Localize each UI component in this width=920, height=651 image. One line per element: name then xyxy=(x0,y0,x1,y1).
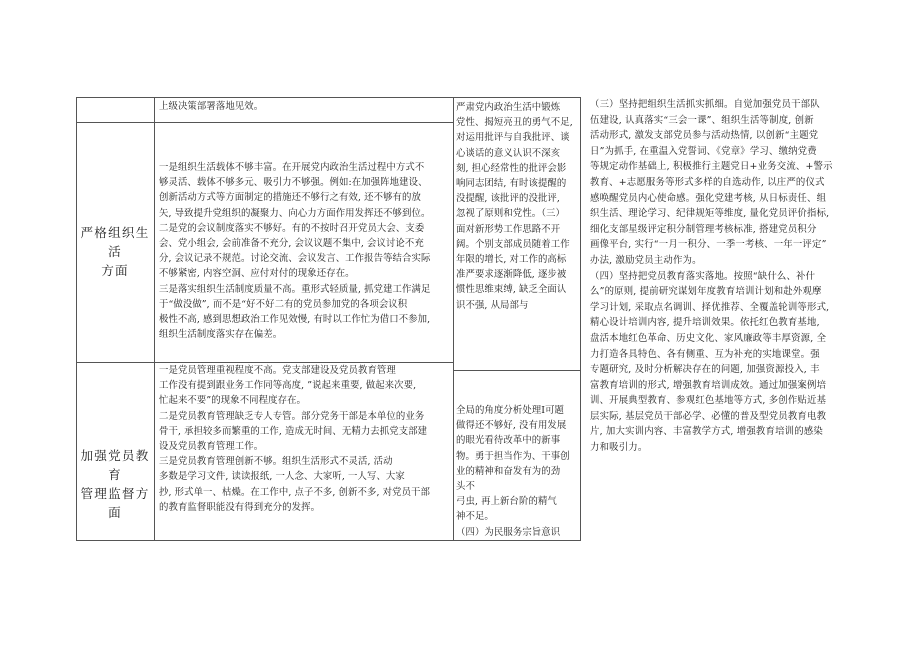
row-heading-line: 管理监督方面 xyxy=(80,486,150,520)
cell-line: 一是组织生活载体不够丰富。在开展党内政治生活过程中方式不 xyxy=(159,162,425,173)
body-line: 细化支部星级评定积分制管理考核标准, 搭建党员积分 xyxy=(590,223,817,235)
cell-line: 组织生活制度落实存在偏差。 xyxy=(159,329,283,341)
cell-line: 惯性思维束缚, 缺乏全面认 xyxy=(456,284,567,296)
cell-line: 于“做没做”, 而不是“好不好二有的党员参加党的各项会议积 xyxy=(159,298,408,310)
cell-line: 对运用批评与自我批评、谈 xyxy=(456,132,570,144)
cell-line: 忙起来不要”的现象不同程度存在。 xyxy=(159,395,307,407)
cell-line: （四）为民服务宗旨意识 xyxy=(456,526,561,538)
table-row-1-content xyxy=(159,99,449,114)
cell-line: 不够紧密, 内容空洞、应付对付的现象还存在。 xyxy=(159,268,355,280)
body-line: 层实际, 基层党员干部必学、必懂的普及型党员教育电教 xyxy=(590,410,827,422)
body-line: 日”为抓手, 在重温入党誓词、《党章》学习、缴纳党费 xyxy=(590,145,817,157)
cell-line: 刻, 担心经常性的批评会影 xyxy=(456,162,567,174)
cell-line: 全局的角度分析处理I可题 xyxy=(456,405,565,416)
cell-line: 面对新形势工作思路不开 xyxy=(456,223,561,235)
cell-line: 三是落实组织生活制度质量不高。重形式轻质量, 抓党建工作满足 xyxy=(159,283,431,295)
body-line: 活动形式, 激发支部党员参与活动热情, 以创新“主题党 xyxy=(590,130,819,142)
cell-line: 弓虫, 再上新台阶的精气 xyxy=(456,496,557,508)
body-line: （四）坚持把党员教育落实落地。按照“缺什么、补什 xyxy=(590,270,816,282)
document-table xyxy=(76,97,581,541)
row-heading-line: 加强党员教育 xyxy=(80,448,150,482)
cell-line: 准严要求逐渐降低, 逐步被 xyxy=(456,269,567,281)
cell-line: 心谈话的意义认识不深亥 xyxy=(456,147,561,159)
body-line: 画像平台, 实行“一月一积分、一季一考核、一年一评定” xyxy=(590,239,827,251)
body-line: 专题研究, 及时分析解决存在的问题, 加强资源投入, 丰 xyxy=(590,364,820,376)
row-heading-organizational-life xyxy=(76,223,154,280)
row-heading-party-member-education xyxy=(76,446,154,522)
cell-line: 抄, 形式单一、枯燥。在工作中, 点子不多, 创新不多, 对党员干部 xyxy=(159,486,430,498)
body-line: 伍建设, 认真落实“三会一课”、组织生活等制度, 创新 xyxy=(590,114,814,126)
cell-line: 创新活动方式等方面制定的措施还不够行之有效, 还不够有的放 xyxy=(159,192,421,204)
table-row-3-content xyxy=(159,363,451,515)
body-line: 织生活、理论学习、纪律规矩等维度, 量化党员评价指标, xyxy=(590,208,830,220)
row-heading-line: 严格组织生活 xyxy=(80,225,150,259)
cell-line: 响同志团结, 有时该提醒的 xyxy=(456,178,567,190)
right-column-body xyxy=(590,97,844,456)
table-border-top xyxy=(76,97,581,98)
cell-line: 分, 会议记录不规范。讨论交流、会议发言、工作报告等结合实际 xyxy=(159,253,431,265)
cell-line: 极性不高, 感到思想政治工作见效慢, 有时以工作忙为借口不参加, xyxy=(159,314,431,326)
cell-line: 二是党的会议制度落实不够好。有的不按时召开党员大会、支委 xyxy=(159,222,425,234)
body-line: 富教育培训的形式, 增强教育培训成效。通过加强案例培 xyxy=(590,379,827,391)
body-line: 片, 加大实训内容、丰富教学方式, 增强教育培训的感染 xyxy=(590,426,823,438)
cell-line: 矢, 导致提升党组织的凝聚力、向心力方面作用发挥还不够到位。 xyxy=(159,207,431,219)
cell-line: 党性、揭短亮丑的勇气不足, xyxy=(456,117,573,129)
cell-line: 骨干, 承担较多而繁重的工作, 造成无时间、无精力去抓党支部建 xyxy=(159,425,428,437)
body-line: 力和吸引力。 xyxy=(590,442,648,454)
cell-line: 一是党员管理重视程度不高。党支部建设及党员教育管理 xyxy=(159,365,396,376)
row-heading-line: 方面 xyxy=(101,263,129,278)
table-row-divider xyxy=(76,122,453,123)
cell-line: 工作没有提到跟业务工作同等高度, ”说起来重要, 做起来次要, xyxy=(159,380,417,392)
body-line: 等规定动作基础上, 积极推行主题党日+业务交流、+警示 xyxy=(590,161,833,173)
body-line: 办法, 激励党员主动作为。 xyxy=(590,254,702,266)
cell-line: 的眼光看待改革中的新事 xyxy=(456,435,561,447)
table-col3-top-content xyxy=(456,100,579,313)
cell-line: 阔。个别支部成员随着工作 xyxy=(456,238,570,250)
cell-line: 头不 xyxy=(456,481,475,493)
table-border-bottom xyxy=(76,540,581,541)
body-line: 教育、+志愿服务等形式多样的自选动作, 以庄严的仪式 xyxy=(590,176,825,188)
body-line: （三）坚持把组织生活抓实抓细。自觉加强党员干部队 xyxy=(590,99,820,110)
cell-line: 物。勇于担当作为、干事创 xyxy=(456,450,570,462)
cell-line: 会、党小组会, 会前准备不充分, 会议议题不集中, 会议讨论不充 xyxy=(159,238,424,250)
cell-line: 够灵活、载体不够多元、吸引力不够强。例如:在加强阵地建设、 xyxy=(159,177,428,189)
cell-line: 设及党员教育管理工作。 xyxy=(159,441,264,453)
cell-line: 识不强, 从局部与 xyxy=(456,299,529,311)
cell-line: 二是党员教育管理缺乏专人专管。部分党务干部是本单位的业务 xyxy=(159,410,425,422)
table-col-divider xyxy=(154,97,155,541)
body-line: 力打造各具特色、各有侧重、互为补充的实地课堂。强 xyxy=(590,348,820,360)
body-line: 精心设计培训内容, 提升培训效果。依托红色教育基地, xyxy=(590,317,820,329)
cell-line: 忽视了原则和党性。（三） xyxy=(456,208,566,220)
cell-line: 神不足。 xyxy=(456,511,494,523)
cell-line: 多数是学习文件, 读读报纸, 一人念、大家听, 一人写、大家 xyxy=(159,471,405,483)
body-line: 学习计划, 采取点名调训、择优推荐、全覆盖轮训等形式, xyxy=(590,301,830,313)
cell-line: 严肃党内政治生活中锻炼 xyxy=(456,102,561,113)
cell-line: 上级决策部署落地见效。 xyxy=(159,101,264,112)
cell-line: 做得还不够好, 没有用发展 xyxy=(456,420,567,432)
body-line: 盘活本地红色革命、历史文化、家风廉政等丰厚资源, 全 xyxy=(590,332,827,344)
table-row-divider xyxy=(453,370,581,371)
body-line: 训、开展典型教育、参观红色基地等方式, 多创作贴近基 xyxy=(590,395,827,407)
cell-line: 的教育监督职能没有得到充分的发挥。 xyxy=(159,501,321,513)
cell-line: 三是党员教育管理创新不够。组织生活形式不灵活, 活动 xyxy=(159,456,393,468)
table-col3-bottom-content xyxy=(456,403,579,540)
cell-line: 年限的增长, 对工作的高标 xyxy=(456,254,567,266)
cell-line: 业的精神和奋发有为的劲 xyxy=(456,465,561,477)
table-border-right xyxy=(580,97,581,541)
table-row-2-content xyxy=(159,160,451,342)
table-col-divider xyxy=(453,97,454,541)
body-line: 么”的原则, 提前研究谋划年度教育培训计划和赴外观摩 xyxy=(590,286,822,298)
body-line: 感唤醒党员内心使命感。强化党建考核, 从日标责任、组 xyxy=(590,192,827,204)
cell-line: 没提醒, 该批评的没批评, xyxy=(456,193,560,205)
